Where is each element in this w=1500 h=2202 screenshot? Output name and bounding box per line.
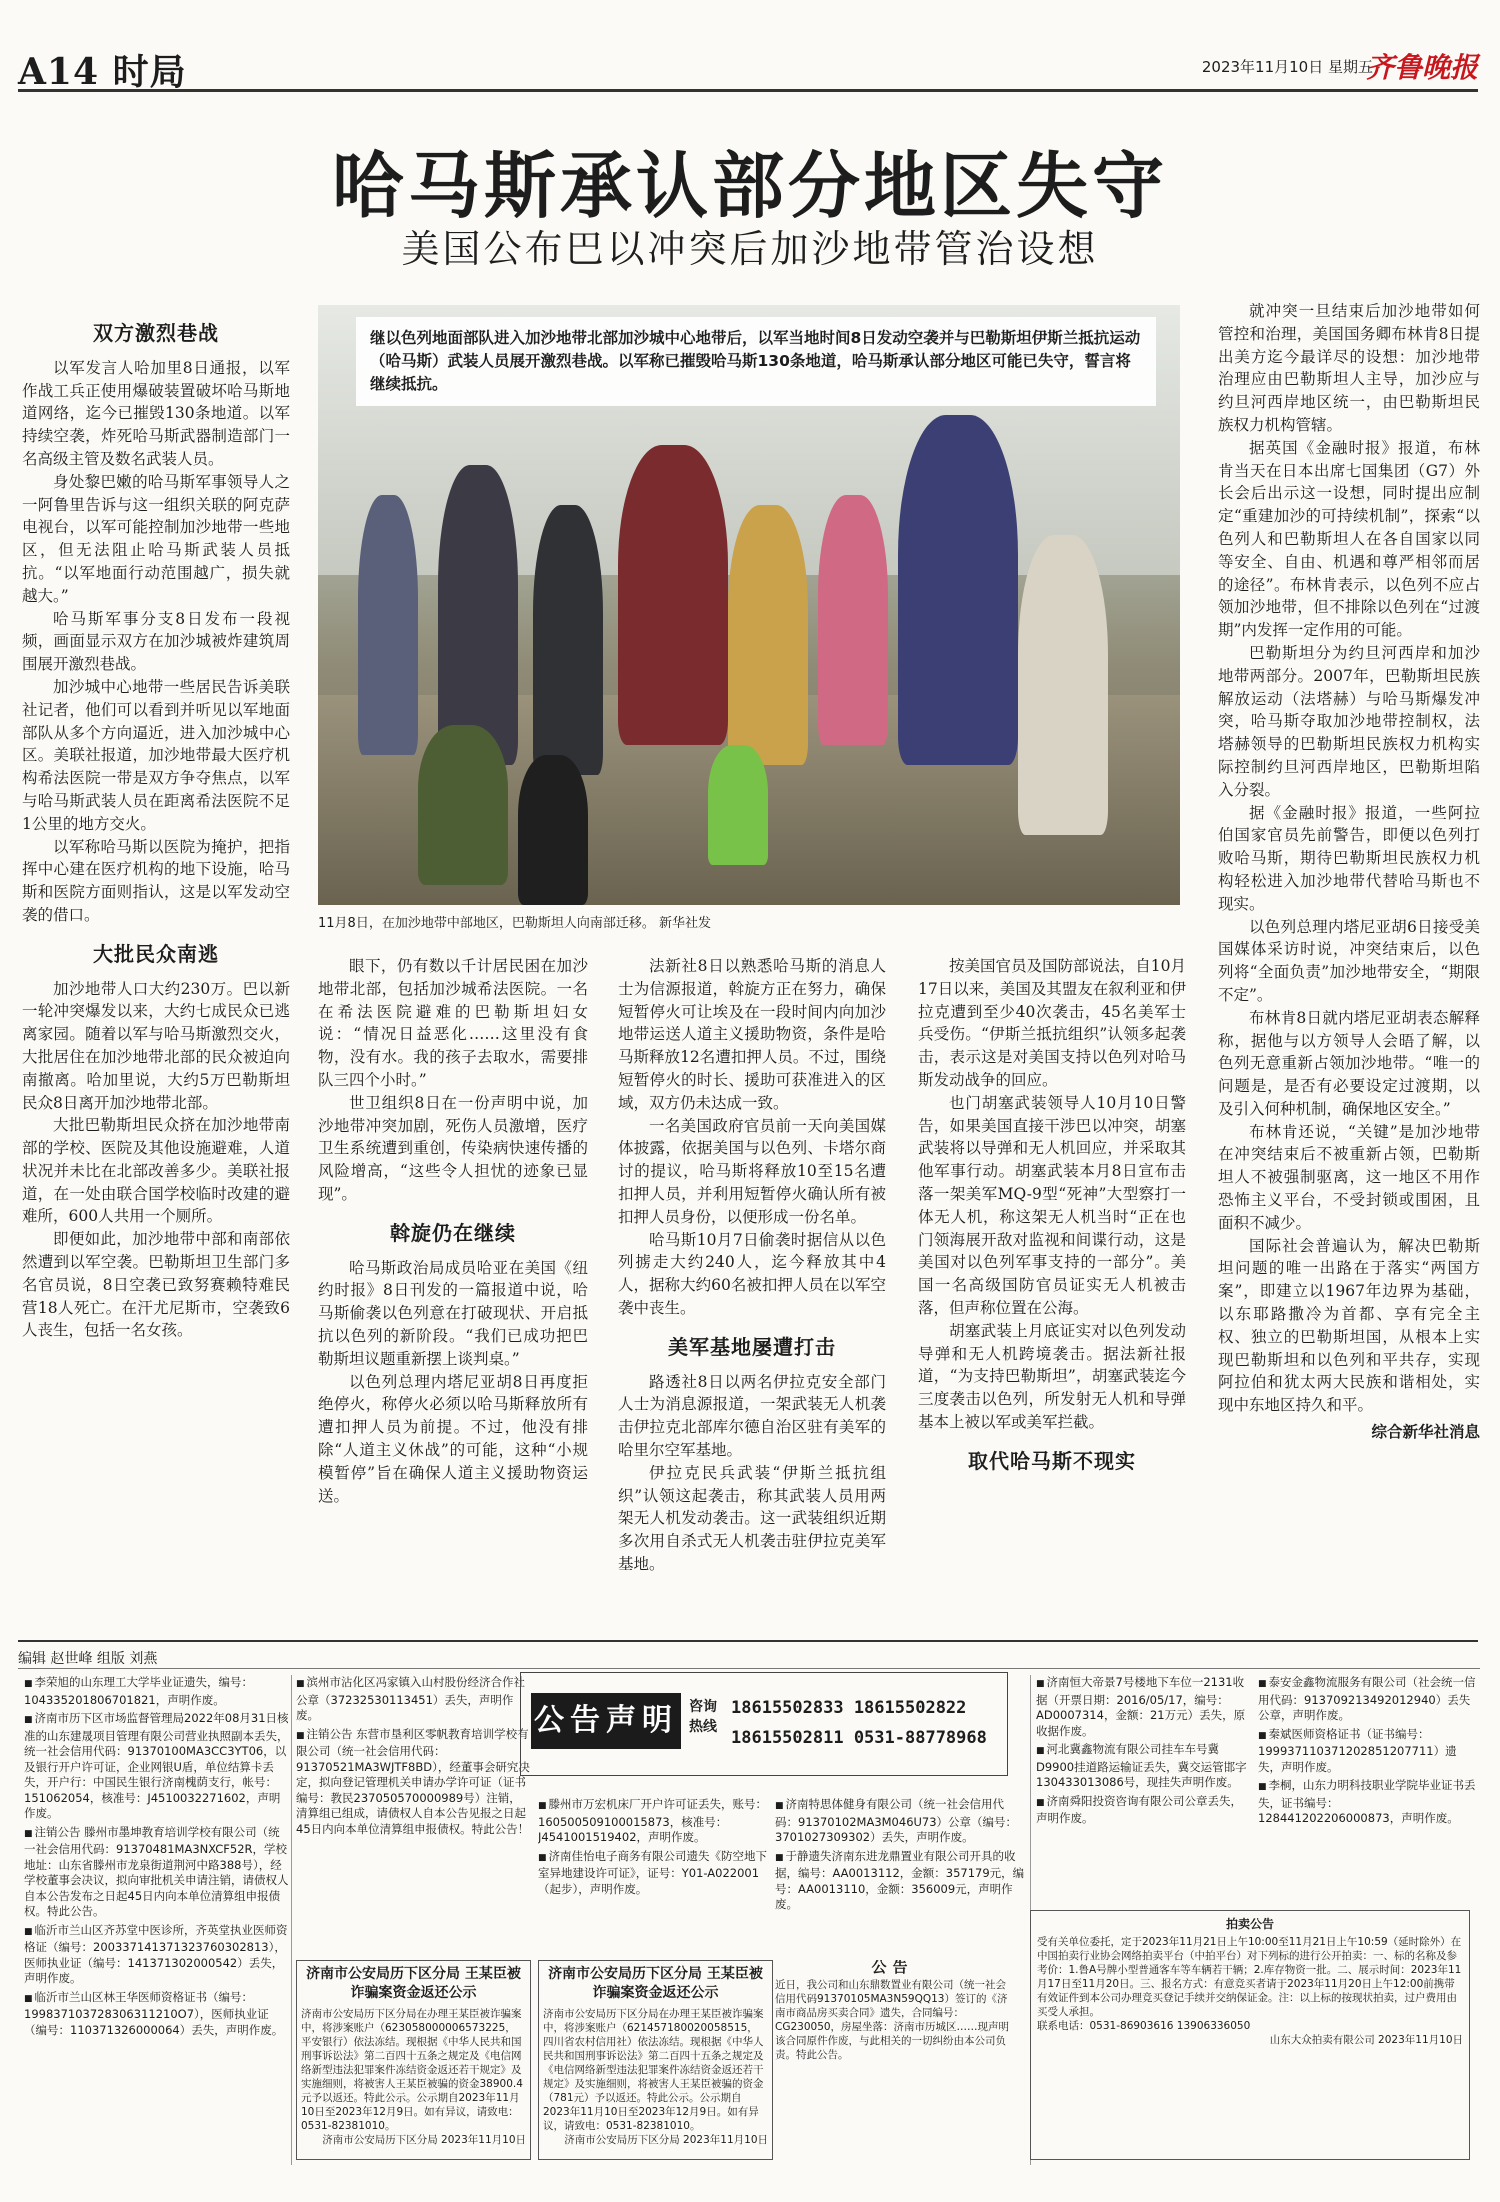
newspaper-logo: 齐鲁晚报: [1365, 51, 1478, 84]
editor-line: 编辑 赵世峰 组版 刘燕: [18, 1640, 1478, 1668]
ad-item: ■ 滕州市万宏机床厂开户许可证丢失，账号：1605005091000158​73，核准号：J4541001519402，声明作废。: [538, 1797, 768, 1846]
ad-item: ■ 济南市历下区市场监督管理局2022年08月31日核准的山东建晟项目管理有限公司营业执照副本丢失，统一社会信用代码：91370100MA3CC3YT06，以及银行开户许可证，企业网银U盾，单位结算卡丢失，开户行：中国民生银行济南槐荫支行，帐号：151062054，核准号：J4510032271602，声明作废。: [24, 1711, 289, 1822]
ad-item: ■ 泰安金鑫物流服务有限公司（社会统一信用代码：913709213492012940）丢失公章，声明作废。: [1258, 1675, 1476, 1724]
police-notice-2: [538, 1960, 773, 2160]
news-photo: [318, 305, 1180, 905]
article-paragraph: 也门胡塞武装领导人10月10日警告，如果美国直接干涉巴以冲突，胡塞武装将以导弹和无人机回应，并采取其他军事行动。胡塞武装本月8日宣布击落一架美军MQ-9型“死神”大型察打一体无人机，称这架无人机当时“正在也门领海展开敌对监视和间谍行动，这是美国对以色列军事支持的一部分”。美国一名高级国防官员证实无人机被击落，但声称位置在公海。: [918, 1093, 1186, 1317]
ad-item: ■ 注销公告 东营市垦利区零帆教育培训学校有限公司（统一社会信用代码：91370521MA3WJTF8BD），经董事会研究决定，拟向登记管理机关申请办学许可证（证书编号：教民237050570000989号）注销，清算组已组成，请债权人自本公告见报之日起45日内向本单位清算组申报债权。特此公告！: [296, 1727, 531, 1838]
photo-overlay-text: 继以色列地面部队进入加沙地带北部加沙城中心地带后，以军当地时间8日发动空袭并与巴勒斯坦伊斯兰抵抗运动（哈马斯）武装人员展开激烈巷战。以军称已摧毁哈马斯130条地道，哈马斯承认部分地区可能已失守，誓言将继续抵抗。: [356, 317, 1156, 406]
article-paragraph: 加沙地带人口大约230万。巴以新一轮冲突爆发以来，大约七成民众已逃离家园。随着以军与哈马斯激烈交火，大批居住在加沙地带北部的民众被迫向南撤离。哈加里说，大约5万巴勒斯坦民众8日离开加沙地带北部。: [22, 979, 290, 1112]
article-paragraph: 以军称哈马斯以医院为掩护，把指挥中心建在医疗机构的地下设施，哈马斯和医院方面则指认，这是以军发动空袭的借口。: [22, 837, 290, 924]
ad-item: ■ 于静遗失济南东进龙鼎置业有限公司开具的收据，编号：AA0013112，金额：357179元，编号：AA0013110，金额：356009元，声明作废。: [775, 1849, 1025, 1913]
photo-figure: [358, 495, 418, 755]
article-paragraph: 布林肯8日就内塔尼亚胡表态解释称，据他与以方领导人会晤了解，以色列无意重新占领加沙地带。“唯一的问题是，是否有必要设定过渡期，以及引入何种机制，确保地区安全。”: [1218, 1008, 1480, 1118]
photo-figure: [438, 465, 518, 765]
ad-item: ■ 滨州市沾化区冯家镇入山村股份经济合作社公章（37232530113451）丢失，声明作废。: [296, 1675, 531, 1724]
ad-item: ■ 济南舜阳投资咨询有限公司公章丢失，声明作废。: [1036, 1794, 1251, 1827]
ad-item: ■ 李荣旭的山东理工大学毕业证遗失，编号：104335201806701821，声明作废。: [24, 1675, 289, 1708]
article-paragraph: 以军发言人哈加里8日通报，以军作战工兵正使用爆破装置破坏哈马斯地道网络，迄今已摧毁130条地道。以军持续空袭，炸死哈马斯武器制造部门一名高级主管及数名武装人员。: [22, 358, 290, 468]
article-paragraph: 据英国《金融时报》报道，布林肯当天在日本出席七国集团（G7）外长会后出示这一设想，同时提出应制定“重建加沙的可持续机制”，探索“以色列人和巴勒斯坦人在各自国家以同等安全、自由、机遇和尊严相邻而居的途径”。布林肯表示，以色列不应占领加沙地带，但不排除以色列在“过渡期”内发挥一定作用的可能。: [1218, 438, 1480, 640]
ad-item: ■ 河北冀鑫物流有限公司挂车车号冀D9900挂道路运输证丢失，冀交运管邯字130433013086号，现挂失声明作废。: [1036, 1742, 1251, 1791]
ad-item: ■ 济南特思体健身有限公司（统一社会信用代码：91370102MA3M046U73）公章（编号：3701027309302）丢失，声明作废。: [775, 1797, 1025, 1846]
article-paragraph: 哈马斯政治局成员哈亚在美国《纽约时报》8日刊发的一篇报道中说，哈马斯偷袭以色列意在打破现状、开启抵抗以色列的新阶段。“我们已成功把巴勒斯坦议题重新摆上谈判桌。”: [318, 1258, 588, 1368]
photo-figure: [898, 415, 1018, 765]
page-title: 哈马斯承认部分地区失守: [331, 144, 1168, 228]
photo-figure: [728, 505, 808, 765]
ads-column-5: [1036, 1675, 1251, 1895]
article-paragraph: 一名美国政府官员前一天向美国媒体披露，依据美国与以色列、卡塔尔商讨的提议，哈马斯将释放10至15名遭扣押人员，并利用短暂停火确认所有被扣押人员身份，以便形成一份名单。: [618, 1116, 886, 1226]
ad-item: ■ 临沂市兰山区林王华医师资格证书（编号：199837103728306311210O7），医师执业证（编号：110371326000064）丢失，声明作废。: [24, 1990, 289, 2039]
police-notice-body: 济南市公安局历下区分局在办理王某臣被诈骗案中，将涉案账户（6230580000065​73225，平安银行）依法冻结。现根据《中华人民共和国刑事诉讼法》第二百四十五条之规定及《电信网络新型违法犯罪案件冻结资金返还若干规定》及实施细则，将被害人王某臣被骗的资金38900.4元予以返还。特此公示。公示期自2023年11月10日至2023年12月9日。如有异议，请致电：0531-82381010。: [301, 2008, 523, 2132]
police-notice-sign: 济南市公安局历下区分局 2023年11月10日: [322, 2134, 526, 2146]
article-paragraph: 按美国官员及国防部说法，自10月17日以来，美国及其盟友在叙利亚和伊拉克遭到至少40次袭击，45名美军士兵受伤。“伊斯兰抵抗组织”认领多起袭击，表示这是对美国支持以色列对哈马斯发动战争的回应。: [918, 957, 1186, 1089]
column-divider: [291, 1675, 292, 2165]
ad-item: ■ 秦斌医师资格证书（证书编号：199937110371202851207711）遗失，声明作废。: [1258, 1727, 1476, 1776]
article-paragraph: 即便如此，加沙地带中部和南部依然遭到以军空袭。巴勒斯坦卫生部门多名官员说，8日空袭已致努赛赖特难民营18人死亡。在汗尤尼斯市，空袭致6人丧生，包括一名女孩。: [22, 1230, 290, 1340]
hotline-label: 咨询热线: [689, 1699, 717, 1735]
article-paragraph: 路透社8日以两名伊拉克安全部门人士为消息源报道，一架武装无人机袭击伊拉克北部库尔德自治区驻有美军的哈里尔空军基地。: [618, 1372, 886, 1459]
article-paragraph: 布林肯还说，“关键”是加沙地带在冲突结束后不被重新占领，巴勒斯坦人不被强制驱离，这一地区不用作恐怖主义平台，不受封锁或围困，且面积不减少。: [1218, 1122, 1480, 1232]
article-paragraph: 大批巴勒斯坦民众挤在加沙地带南部的学校、医院及其他设施避难，人道状况并未比在北部改善多少。美联社报道，在一处由联合国学校临时改建的避难所，600人共用一个厕所。: [22, 1116, 290, 1226]
photo-figure: [533, 505, 603, 775]
article-paragraph: 眼下，仍有数以千计居民困在加沙地带北部，包括加沙城希法医院。一名在希法医院避难的巴勒斯坦妇女说：“情况日益恶化……这里没有食物，没有水。我的孩子去取水，需要排队三四个小时。”: [318, 957, 588, 1089]
auction-notice: [1030, 1910, 1470, 2160]
ads-column-1: [24, 1675, 289, 2165]
article-paragraph: 哈马斯10月7日偷袭时据信从以色列掳走大约240人，迄今释放其中4人，据称大约60名被扣押人员在以军空袭中丧生。: [618, 1230, 886, 1317]
ad-item: ■ 济南恒大帝景7号楼地下车位一2131收据（开票日期：2016/05/17，编号：AD0007314，金额：21万元）丢失，原收据作废。: [1036, 1675, 1251, 1739]
police-notice-title: 济南市公安局历下区分局 王某臣被诈骗案资金返还公示: [548, 1966, 763, 2001]
hotline-number: 18615502811 0531-88778968: [731, 1728, 987, 1748]
page-subtitle: 美国公布巴以冲突后加沙地带管治设想: [401, 227, 1099, 271]
photo-figure: [818, 495, 888, 745]
section-heading: 斡旋仍在继续: [390, 1220, 516, 1245]
article-paragraph: 法新社8日以熟悉哈马斯的消息人士为信源报道，斡旋方正在努力，确保短暂停火可让埃及在一段时间内向加沙地带运送人道主义援助物资，条件是哈马斯释放12名遭扣押人员。不过，围绕短暂停火的时长、援助可获准进入的区域，双方仍未达成一致。: [618, 957, 886, 1112]
article-column-5: [1218, 300, 1480, 1444]
section-heading: 美军基地屡遭打击: [668, 1334, 836, 1359]
hotline-number: 18615502833 18615502822: [731, 1698, 967, 1718]
notice-banner: [520, 1672, 1008, 1776]
article-column-4: [918, 955, 1186, 1485]
auction-title: 拍卖公告: [1225, 1917, 1274, 1931]
hotline-numbers: [731, 1693, 987, 1753]
article-column-1: [22, 310, 290, 1342]
section-heading: 取代哈马斯不现实: [968, 1448, 1136, 1473]
article-paragraph: 哈马斯军事分支8日发布一段视频，画面显示双方在加沙城被炸建筑周围展开激烈巷战。: [22, 609, 290, 674]
article-paragraph: 巴勒斯坦分为约旦河西岸和加沙地带两部分。2007年，巴勒斯坦民族解放运动（法塔赫）与哈马斯爆发冲突，哈马斯夺取加沙地带控制权，法塔赫领导的巴勒斯坦民族权力机构实际控制约旦河西岸地区，巴勒斯坦陷入分裂。: [1218, 643, 1480, 799]
article-paragraph: 据《金融时报》报道，一些阿拉伯国家官员先前警告，即便以色列打败哈马斯，期待巴勒斯坦民族权力机构轻松进入加沙地带代替哈马斯也不现实。: [1218, 803, 1480, 913]
article-paragraph: 国际社会普遍认为，解决巴勒斯坦问题的唯一出路在于落实“两国方案”，即建立以1967年边界为基础，以东耶路撒冷为首都、享有完全主权、独立的巴勒斯坦国，从根本上实现巴勒斯坦和以色列和平共存，实现阿拉伯和犹太两大民族和谐相处，实现中东地区持久和平。: [1218, 1236, 1480, 1415]
article-credit: 综合新华社消息: [1371, 1423, 1480, 1442]
announcement: [775, 1960, 1010, 2160]
article-paragraph: 加沙城中心地带一些居民告诉美联社记者，他们可以看到并听见以军地面部队从多个方向逼近，进入加沙城中心区。美联社报道，加沙地带最大医疗机构希法医院一带是双方争夺焦点，以军与哈马斯武装人员在距离希法医院不足1公里的地方交火。: [22, 677, 290, 833]
notice-title: 公告声明: [531, 1693, 681, 1749]
article-column-2: [318, 955, 588, 1507]
section-heading: 双方激烈巷战: [93, 321, 219, 345]
photo-caption: 11月8日，在加沙地带中部地区，巴勒斯坦人向南部迁移。 新华社发: [318, 916, 711, 931]
photo-figure: [1018, 535, 1108, 835]
announcement-body: 近日，我公司和山东鼎数置业有限公司（统一社会信用代码91370105MA3N59QQ13）签订的《济南市商品房买卖合同》遗失，合同编号：CG230050，房屋坐落：济南市历城区……现声明该合同原件作废，与此相关的一切纠纷由本公司负责。特此公告。: [775, 1979, 1010, 2061]
article-paragraph: 世卫组织8日在一份声明中说，加沙地带冲突加剧，死伤人员激增，医疗卫生系统遭到重创，传染病快速传播的风险增高，“这些令人担忧的迹象已显现”。: [318, 1093, 588, 1203]
article-paragraph: 以色列总理内塔尼亚胡8日再度拒绝停火，称停火必须以哈马斯释放所有遭扣押人员为前提。不过，他没有排除“人道主义休战”的可能，这种“小规模暂停”旨在确保人道主义援助物资运送。: [318, 1372, 588, 1505]
photo-figure: [618, 445, 728, 745]
police-notice-sign: 济南市公安局历下区分局 2023年11月10日: [564, 2134, 768, 2146]
article-paragraph: 胡塞武装上月底证实对以色列发动导弹和无人机跨境袭击。据法新社报道，“为支持巴勒斯坦”，胡塞武装迄今三度袭击以色列，所发射无人机和导弹基本上被以军或美军拦截。: [918, 1321, 1186, 1431]
ad-item: ■ 济南佳怡电子商务有限公司遗失《防空地下室异地建设许可证》，证号：Y01-A022001（起步），声明作废。: [538, 1849, 768, 1898]
police-notice-title: 济南市公安局历下区分局 王某臣被诈骗案资金返还公示: [306, 1966, 521, 2001]
photo-figure: [708, 745, 768, 865]
article-paragraph: 伊拉克民兵武装“伊斯兰抵抗组织”认领这起袭击，称其武装人员用两架无人机发动袭击。这一武装组织近期多次用自杀式无人机袭击驻伊拉克美军基地。: [618, 1463, 886, 1573]
police-notice-body: 济南市公安局历下区分局在办理王某臣被诈骗案中，将涉案账户（621457180020058515，四川省农村信用社）依法冻结。现根据《中华人民共和国刑事诉讼法》第二百四十五条之规定及《电信网络新型违法犯罪案件冻结资金返还若干规定》及实施细则，将被害人王某臣被骗的资金（781元）予以返还。特此公示。公示期自2023年11月10日至2023年12月9日。如有异议，请致电：0531-82381010。: [543, 2008, 764, 2132]
article-column-3: [618, 955, 886, 1576]
article-paragraph: 以色列总理内塔尼亚胡6日接受美国媒体采访时说，冲突结束后，以色列将“全面负责”加沙地带安全，“期限不定”。: [1218, 917, 1480, 1004]
section-heading: 大批民众南逃: [93, 941, 219, 966]
ad-item: ■ 注销公告 滕州市墨坤教育培训学校有限公司（统一社会信用代码：91370481MA3NXCF52R，学校地址：山东省滕州市龙泉街道荆河中路388号），经学校董事会决议，拟向审批机关申请注销，请债权人自本公告发布之日起45日内向本单位清算组申报债权。特此公告。: [24, 1825, 289, 1920]
ad-item: ■ 李桐，山东力明科技职业学院毕业证书丢失，证书编号：128441202206000873，声明作废。: [1258, 1778, 1476, 1827]
ad-item: ■ 临沂市兰山区齐苏堂中医诊所，齐英堂执业医师资格证（编号：200337141371323760302813），医师执业证（编号：141371302000542）丢失，声明作废。: [24, 1923, 289, 1987]
article-paragraph: 就冲突一旦结束后加沙地带如何管控和治理，美国国务卿布林肯8日提出美方迄今最详尽的设想：加沙地带治理应由巴勒斯坦人主导，加沙应与约旦河西岸地区统一，由巴勒斯坦民族权力机构管辖。: [1218, 302, 1480, 434]
auction-sign: 山东大众拍卖有限公司 2023年11月10日: [1269, 2034, 1463, 2046]
announcement-title: 公告: [871, 1960, 914, 1976]
issue-date: 2023年11月10日 星期五: [1201, 58, 1373, 76]
auction-body: 受有关单位委托，定于2023年11月21日上午10:00至11月21日上午10:59（延时除外）在中国拍卖行业协会网络拍卖平台（中拍平台）对下列标的进行公开拍卖：一、标的名称及参考价：1.鲁A号牌小型普通客车等车辆若干辆；2.库存物资一批。二、展示时间：2023年11月17日至11月20日。三、报名方式：有意竞买者请于2023年11月20日上午12:00前携带有效证件到本公司办理竞买登记手续并交纳保证金。注：以上标的按现状拍卖，过户费用由买受人承担。: [1037, 1936, 1462, 2018]
page-header: [18, 40, 1478, 92]
ads-column-6: [1258, 1675, 1476, 1865]
auction-contact: 联系电话：0531-86903616 13906336050: [1037, 2020, 1251, 2032]
photo-figure: [418, 725, 508, 885]
article-paragraph: 身处黎巴嫩的哈马斯军事领导人之一阿鲁里告诉与这一组织关联的阿克萨电视台，以军可能控制加沙地带一些地区，但无法阻止哈马斯武装人员抵抗。“以军地面行动范围越广，损失就越大。”: [22, 472, 290, 605]
photo-figure: [518, 755, 588, 905]
police-notice-1: [296, 1960, 531, 2160]
page-section-tag: A14 时局: [18, 51, 187, 93]
